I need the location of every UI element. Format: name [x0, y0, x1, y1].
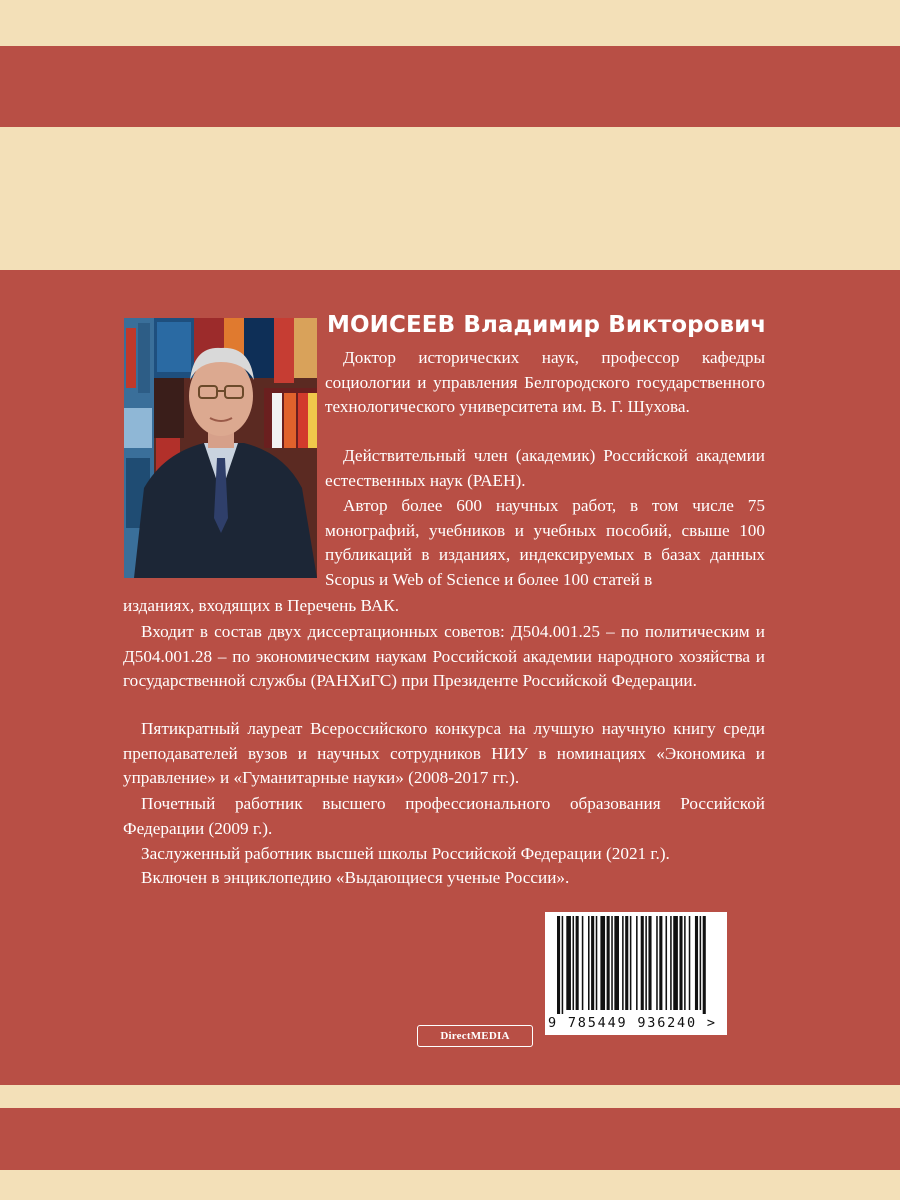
bottom-cream-strip [0, 1170, 900, 1200]
isbn-barcode [545, 912, 727, 1035]
isbn-number: 9 785449 936240 > [548, 1015, 717, 1031]
bio-paragraph-honorary-worker: Почетный работник высшего профессионального образования Российской Федерации (2009 г.). [123, 794, 765, 838]
top-red-band [0, 46, 900, 127]
bio-paragraph-publications: Автор более 600 научных работ, в том числе 75 монографий, учебников и учебных пособий, свыше 100 публикаций в изданиях, индексируемых в базах данных Scopus и Web of Science и более 100 статей в [325, 496, 765, 589]
bio-paragraph-merited-worker: Заслуженный работник высшей школы Российской Федерации (2021 г.). [141, 844, 670, 863]
bio-paragraph-laureate: Пятикратный лауреат Всероссийского конкурса на лучшую научную книгу среди преподавателей вузов и научных сотрудников НИУ в номинациях «Экономика и управление» и «Гуманитарные науки» (2008-2017 гг.). [123, 719, 765, 788]
bio-paragraph-councils: Входит в состав двух диссертационных советов: Д504.001.25 – по политическим и Д504.001.28 – по экономическим наукам Российской академии народного хозяйства и государственной службы (РАНХиГС) при Президенте Российской Федерации. [123, 622, 765, 691]
author-photo [124, 318, 317, 578]
publisher-logo-text: DirectMEDIA [440, 1030, 510, 1042]
bio-paragraph-academy: Действительный член (академик) Российской академии естественных наук (РАЕН). [325, 446, 765, 490]
bio-paragraph-degree: Доктор исторических наук, профессор кафедры социологии и управления Белгородского государственного технологического университета им. В. Г. Шухова. [325, 348, 765, 417]
bottom-red-band [0, 1108, 900, 1170]
bio-paragraph-publications-end: изданиях, входящих в Перечень ВАК. [123, 596, 400, 615]
top-cream-strip [0, 0, 900, 46]
middle-cream-band [0, 127, 900, 270]
publisher-logo [417, 1025, 533, 1047]
author-name: МОИСЕЕВ Владимир Викторович [327, 312, 767, 338]
bio-paragraph-encyclopedia: Включен в энциклопедию «Выдающиеся ученые России». [141, 868, 570, 887]
lower-cream-strip [0, 1085, 900, 1108]
